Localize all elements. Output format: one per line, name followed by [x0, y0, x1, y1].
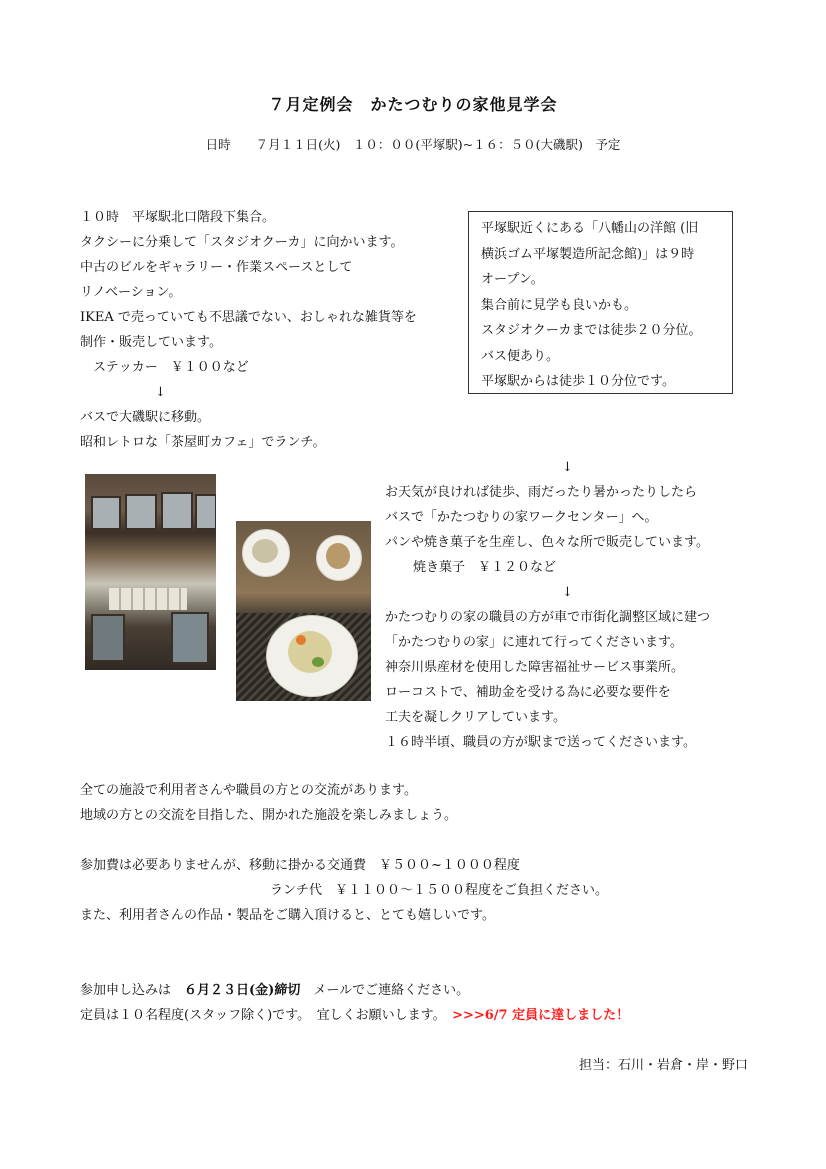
- left-line-4: リノベーション。: [80, 285, 182, 300]
- right-line-7: かたつむりの家の職員の方が車で市街化調整区域に建つ: [385, 610, 711, 625]
- info-line-3: オープン。: [481, 272, 544, 287]
- apply-suffix: メールでご連絡ください。: [300, 983, 470, 998]
- capacity-full-notice: >>>6/7 定員に達しました！: [452, 1008, 630, 1023]
- right-line-9: 神奈川県産材を使用した障害福祉サービス事業所。: [385, 660, 685, 675]
- fee-line-transport: 参加費は必要ありませんが、移動に掛かる交通費 ￥５００~１０００程度: [80, 858, 520, 873]
- left-line-3: 中古のビルをギャラリー・作業スペースとして: [80, 260, 353, 275]
- right-line-4: パンや焼き菓子を生産し、色々な所で販売しています。: [385, 535, 709, 550]
- apply-line: [80, 978, 469, 1003]
- page-title: ７月定例会 かたつむりの家他見学会: [268, 95, 558, 114]
- staff-in-charge: 担当：石川・岩倉・岸・野口: [578, 1058, 748, 1073]
- info-line-7: 平塚駅からは徒歩１０分位です。: [481, 374, 675, 389]
- event-datetime: 日時 ７月１１日(火) １０：００(平塚駅)~１６：５０(大磯駅) 予定: [205, 137, 621, 152]
- fee-line-lunch: ランチ代 ￥１１００～１５００程度をご負担ください。: [270, 883, 609, 898]
- right-down-arrow-1: ↓: [562, 460, 573, 475]
- exchange-line-1: 全ての施設で利用者さんや職員の方との交流があります。: [80, 783, 417, 798]
- right-line-10: ローコストで、補助金を受ける為に必要な要件を: [385, 685, 671, 700]
- right-line-baked-price: 焼き菓子 ￥１２０など: [413, 560, 557, 575]
- right-line-11: 工夫を凝しクリアしています。: [385, 710, 566, 725]
- capacity-text: 定員は１０名程度(スタッフ除く)です。 宜しくお願いします。: [80, 1008, 453, 1023]
- left-line-2: タクシーに分乗して「スタジオクーカ」に向かいます。: [80, 235, 404, 250]
- left-line-6: 制作・販売しています。: [80, 335, 222, 350]
- apply-prefix: 参加申し込みは: [80, 983, 185, 998]
- left-line-5: IKEA で売っていても不思議でない、おしゃれな雑貨等を: [80, 310, 417, 325]
- info-box: [468, 211, 733, 394]
- down-arrow: ↓: [155, 385, 166, 400]
- info-line-2: 横浜ゴム平塚製造所記念館)」は９時: [481, 246, 695, 262]
- right-line-8: 「かたつむりの家」に連れて行ってくださいます。: [385, 635, 683, 650]
- left-line-sticker-price: ステッカー ￥１００など: [80, 360, 249, 375]
- exchange-line-2: 地域の方との交流を目指した、開かれた施設を楽しみましょう。: [80, 808, 458, 823]
- info-line-4: 集合前に見学も良いかも。: [481, 297, 638, 313]
- cafe-building-photo: [85, 474, 216, 670]
- right-line-2: お天気が良ければ徒歩、雨だったり暑かったりしたら: [385, 485, 698, 500]
- lunch-photo: [236, 521, 371, 701]
- right-line-12: １６時半頃、職員の方が駅まで送ってくださいます。: [385, 735, 696, 750]
- right-down-arrow-2: ↓: [562, 585, 573, 600]
- right-line-3: バスで「かたつむりの家ワークセンター」へ。: [385, 510, 658, 525]
- fee-line-purchase: また、利用者さんの作品・製品をご購入頂けると、とても嬉しいです。: [80, 908, 495, 923]
- info-line-1: 平塚駅近くにある「八幡山の洋館 (旧: [481, 221, 699, 236]
- capacity-line: [80, 1003, 629, 1028]
- left-line-1: １０時 平塚駅北口階段下集合。: [80, 210, 276, 225]
- left-line-10: 昭和レトロな「茶屋町カフェ」でランチ。: [80, 435, 326, 450]
- info-line-6: バス便あり。: [481, 348, 560, 364]
- left-line-9: バスで大磯駅に移動。: [80, 410, 211, 425]
- apply-deadline: ６月２３日(金)締切: [184, 983, 301, 998]
- info-line-5: スタジオクーカまでは徒歩２０分位。: [481, 323, 702, 338]
